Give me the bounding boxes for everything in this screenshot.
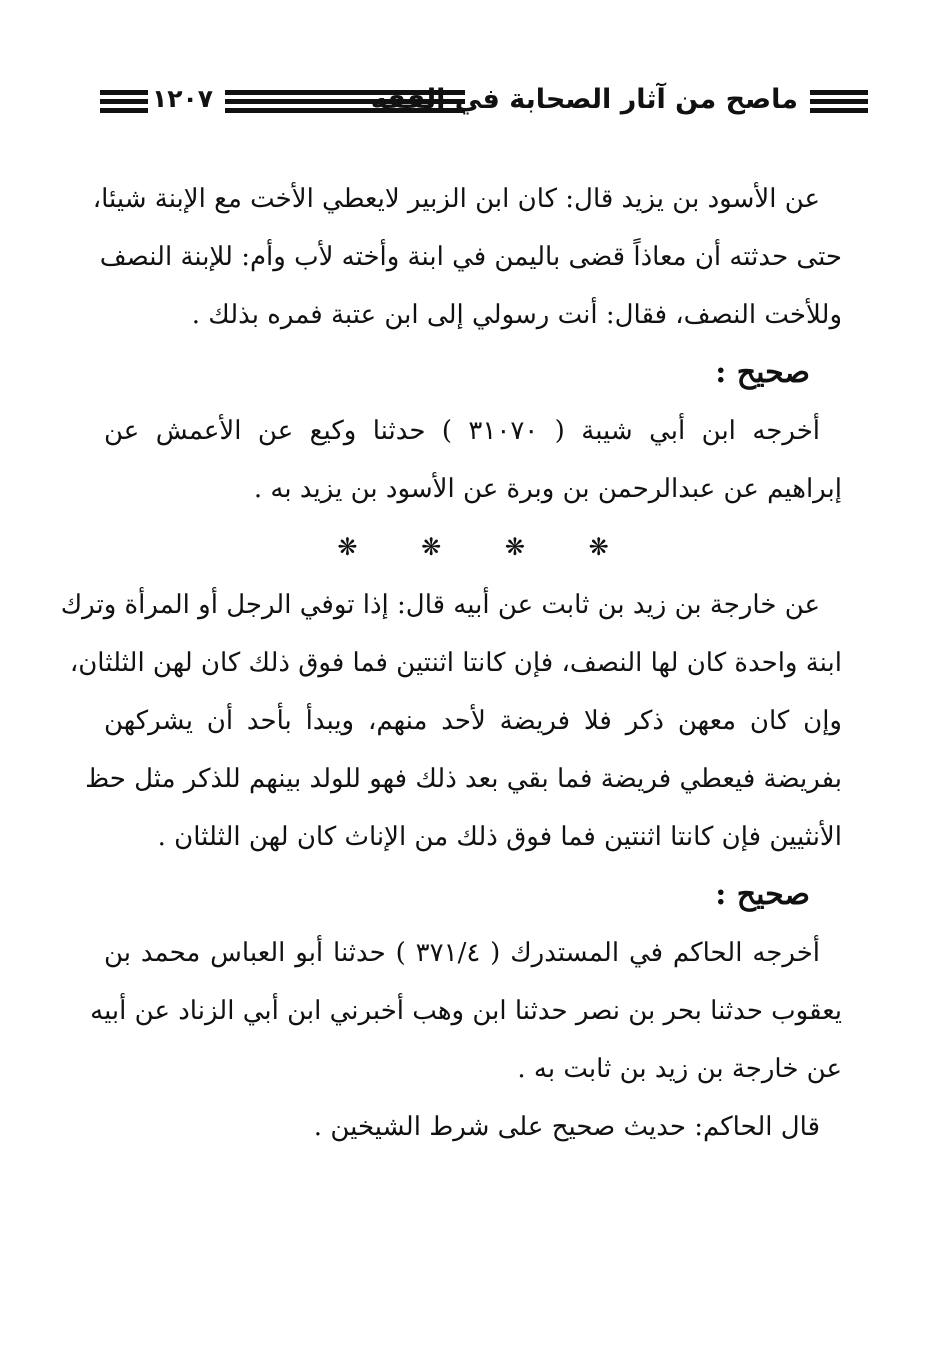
takhrij-line: يعقوب حدثنا بحر بن نصر حدثنا ابن وهب أخبرني ابن أبي الزناد عن أبيه (90, 996, 842, 1026)
text-line: ابنة واحدة كان لها النصف، فإن كانتا اثنتين فما فوق ذلك كان لهن الثلثان، (69, 648, 842, 678)
star-ornament-icon: ❋ (337, 533, 358, 561)
grade-heading: صحيح : (715, 877, 810, 912)
takhrij-line: أخرجه الحاكم في المستدرك ( ٣٧١/٤ ) حدثنا أبو العباس محمد بن (104, 938, 820, 968)
takhrij-line: إبراهيم عن عبدالرحمن بن وبرة عن الأسود بن يزيد به . (253, 474, 842, 504)
text-line: حتى حدثته أن معاذاً قضى باليمن في ابنة وأخته لأب وأم: للإبنة النصف (99, 242, 842, 272)
decorative-rule-left (100, 90, 148, 117)
hakim-note: قال الحاكم: حديث صحيح على شرط الشيخين . (313, 1112, 820, 1142)
star-ornament-icon: ❋ (588, 533, 609, 561)
text-line: عن الأسود بن يزيد قال: كان ابن الزبير لايعطي الأخت مع الإبنة شيئا، (92, 184, 820, 214)
page-header (100, 82, 868, 122)
text-line: وإن كان معهن ذكر فلا فريضة لأحد منهم، ويبدأ بأحد أن يشركهن (104, 706, 842, 736)
text-line: الأنثيين فإن كانتا اثنتين فما فوق ذلك من الإناث كان لهن الثلثان . (157, 822, 842, 852)
text-line: عن خارجة بن زيد بن ثابت عن أبيه قال: إذا توفي الرجل أو المرأة وترك (60, 590, 820, 620)
page-body (60, 170, 842, 1156)
grade-heading: صحيح : (715, 355, 810, 390)
page-number: ١٢٠٧ (152, 84, 214, 113)
section-separator (104, 518, 842, 576)
text-line: بفريضة فيعطي فريضة فما بقي بعد ذلك فهو للولد بينهم للذكر مثل حظ (85, 764, 842, 794)
star-ornament-icon: ❋ (504, 533, 525, 561)
running-title: ماصح من آثار الصحابة في الفقه (370, 84, 798, 115)
decorative-rule-right (810, 90, 868, 117)
takhrij-line: عن خارجة بن زيد بن ثابت به . (517, 1054, 842, 1084)
text-line: وللأخت النصف، فقال: أنت رسولي إلى ابن عتبة فمره بذلك . (191, 300, 842, 330)
star-ornament-icon: ❋ (421, 533, 442, 561)
takhrij-line: أخرجه ابن أبي شيبة ( ٣١٠٧٠ ) حدثنا وكيع عن الأعمش عن (104, 416, 820, 446)
